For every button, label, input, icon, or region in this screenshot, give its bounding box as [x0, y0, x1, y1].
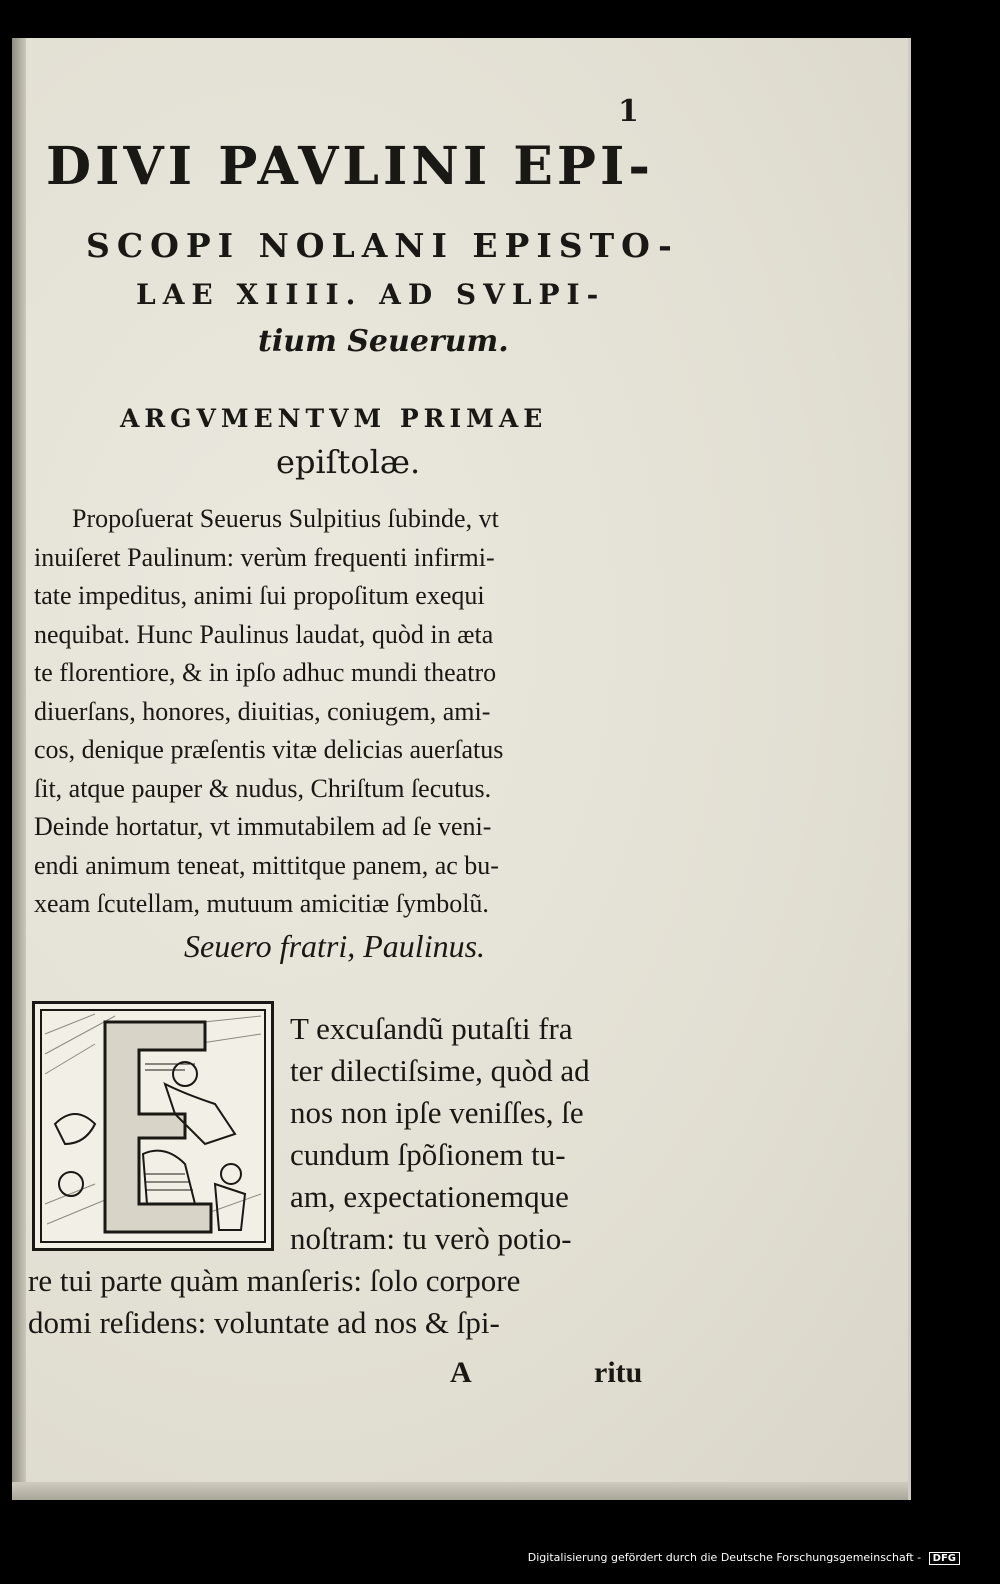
argument-line: tate impeditus, animi ſui propoſitum exequi [34, 581, 485, 610]
argument-line: nequibat. Hunc Paulinus laudat, quòd in æta [34, 619, 494, 649]
title-line-1: DIVI PAVLINI EPI- [46, 136, 654, 197]
salutation: Seuero fratri, Paulinus. [184, 928, 486, 964]
book-page [12, 38, 911, 1500]
letter-line: cundum ſpõſionem tu- [290, 1137, 566, 1172]
page-spine-shadow [12, 38, 26, 1500]
letter-line: domi reſidens: voluntate ad nos & ſpi- [28, 1305, 500, 1340]
argument-line: inuiſeret Paulinum: verùm frequenti infirmi- [34, 542, 495, 572]
title-line-2: SCOPI NOLANI EPISTO- [86, 226, 679, 265]
argument-line: xeam ſcutellam, mutuum amicitiæ ſymbolũ. [34, 889, 489, 918]
argument-line: cos, denique præſentis vitæ delicias auerſatus [34, 735, 504, 764]
footer-text: Digitalisierung gefördert durch die Deutsche Forschungsgemeinschaft - [527, 1551, 922, 1564]
dfg-logo: DFG [929, 1552, 960, 1565]
argument-line: endi animum teneat, mittitque panem, ac bu- [34, 850, 499, 880]
letter-line: noſtram: tu verò potio- [290, 1221, 572, 1256]
argument-subheading: epiſtolæ. [276, 443, 421, 481]
letter-line: ter dilectiſsime, quòd ad [290, 1053, 590, 1088]
letter-text-full-width [28, 1260, 688, 1344]
catchword: ritu [594, 1356, 643, 1389]
page-number: 1 [618, 94, 639, 129]
argument-heading: ARGVMENTVM PRIMAE [120, 404, 548, 433]
argument-paragraph [34, 500, 674, 924]
title-line-3: LAE XIIII. AD SVLPI- [136, 278, 606, 311]
page-bottom-edge [12, 1482, 908, 1500]
letter-line: re tui parte quàm manſeris: ſolo corpore [28, 1263, 521, 1298]
title-line-4: tium Seuerum. [258, 324, 509, 359]
argument-line: te florentiore, & in ipſo adhuc mundi theatro [34, 658, 497, 687]
letter-line: am, expectationemque [290, 1179, 569, 1214]
letter-line: nos non ipſe veniſſes, ſe [290, 1095, 584, 1130]
argument-line: Propoſuerat Seuerus Sulpitius ſubinde, vt [72, 504, 499, 533]
digitization-footer [528, 1551, 960, 1565]
woodcut-initial-e-icon [32, 1001, 274, 1251]
argument-line: diuerſans, honores, diuitias, coniugem, ami- [34, 696, 491, 726]
letter-text-beside-initial [290, 1008, 670, 1260]
argument-line: Deinde hortatur, vt immutabilem ad ſe veni- [34, 812, 492, 841]
signature-mark: A [450, 1356, 472, 1389]
argument-line: ſit, atque pauper & nudus, Chriſtum ſecutus. [34, 773, 492, 803]
letter-line: T excuſandũ putaſti fra [290, 1011, 573, 1046]
